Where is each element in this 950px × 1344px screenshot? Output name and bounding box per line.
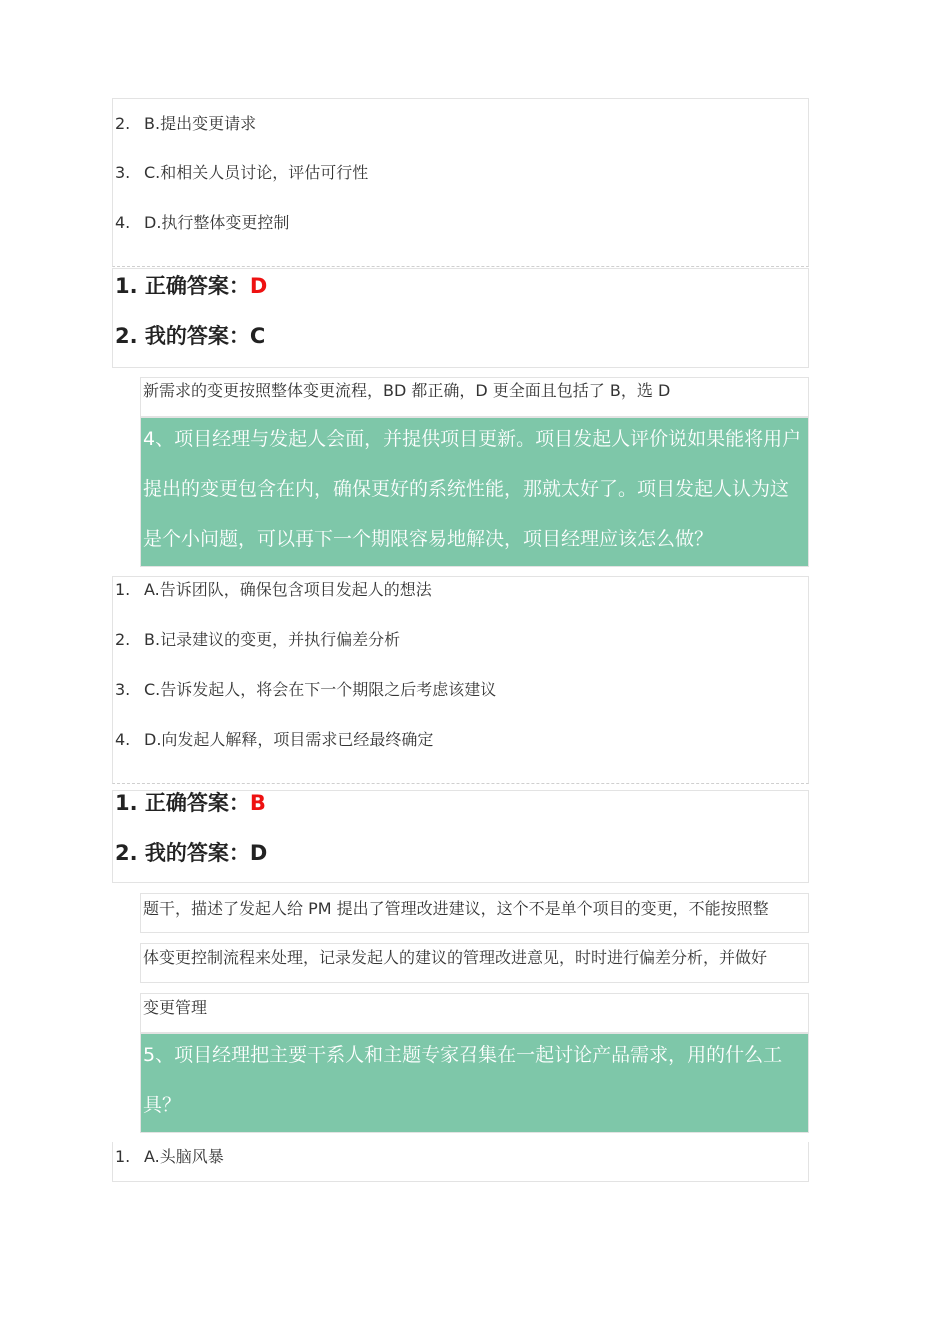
option-item: 4. D.向发起人解释，项目需求已经最终确定 <box>115 730 434 749</box>
question-4-text: 提出的变更包含在内，确保更好的系统性能，那就太好了。项目发起人认为这 <box>143 478 790 500</box>
explanation-text: 体变更控制流程来处理，记录发起人的建议的管理改进意见，时时进行偏差分析，并做好 <box>143 948 768 967</box>
explanation-text: 新需求的变更按照整体变更流程，BD 都正确，D 更全面且包括了 B，选 D <box>143 381 671 400</box>
correct-answer-value: D <box>249 274 268 298</box>
option-item: 2. B.提出变更请求 <box>115 114 257 133</box>
option-item: 1. A.头脑风暴 <box>115 1147 224 1166</box>
question-4-text: 4、项目经理与发起人会面，并提供项目更新。项目发起人评价说如果能将用户 <box>143 428 802 450</box>
question-5-text: 5、项目经理把主要干系人和主题专家召集在一起讨论产品需求，用的什么工 <box>143 1044 783 1066</box>
my-answer: 2. 我的答案：C <box>115 324 266 348</box>
option-item: 1. A.告诉团队，确保包含项目发起人的想法 <box>115 580 432 599</box>
explanation-box-q4 <box>140 993 809 1033</box>
correct-answer: 1. 正确答案：B <box>115 791 266 815</box>
question-5-text: 具？ <box>143 1094 182 1116</box>
option-item: 3. C.告诉发起人，将会在下一个期限之后考虑该建议 <box>115 680 497 699</box>
correct-answer: 1. 正确答案：D <box>115 274 268 298</box>
my-answer: 2. 我的答案：D <box>115 841 268 865</box>
explanation-text: 变更管理 <box>143 998 208 1017</box>
explanation-text: 题干，描述了发起人给 PM 提出了管理改进建议，这个不是单个项目的变更，不能按照整 <box>143 899 769 918</box>
option-item: 2. B.记录建议的变更，并执行偏差分析 <box>115 630 401 649</box>
option-item: 3. C.和相关人员讨论，评估可行性 <box>115 163 369 182</box>
my-answer-value: D <box>249 841 268 865</box>
correct-answer-value: B <box>249 791 266 815</box>
question-4-text: 是个小问题，可以再下一个期限容易地解决，项目经理应该怎么做？ <box>143 528 714 550</box>
my-answer-value: C <box>249 324 266 348</box>
option-item: 4. D.执行整体变更控制 <box>115 213 290 232</box>
